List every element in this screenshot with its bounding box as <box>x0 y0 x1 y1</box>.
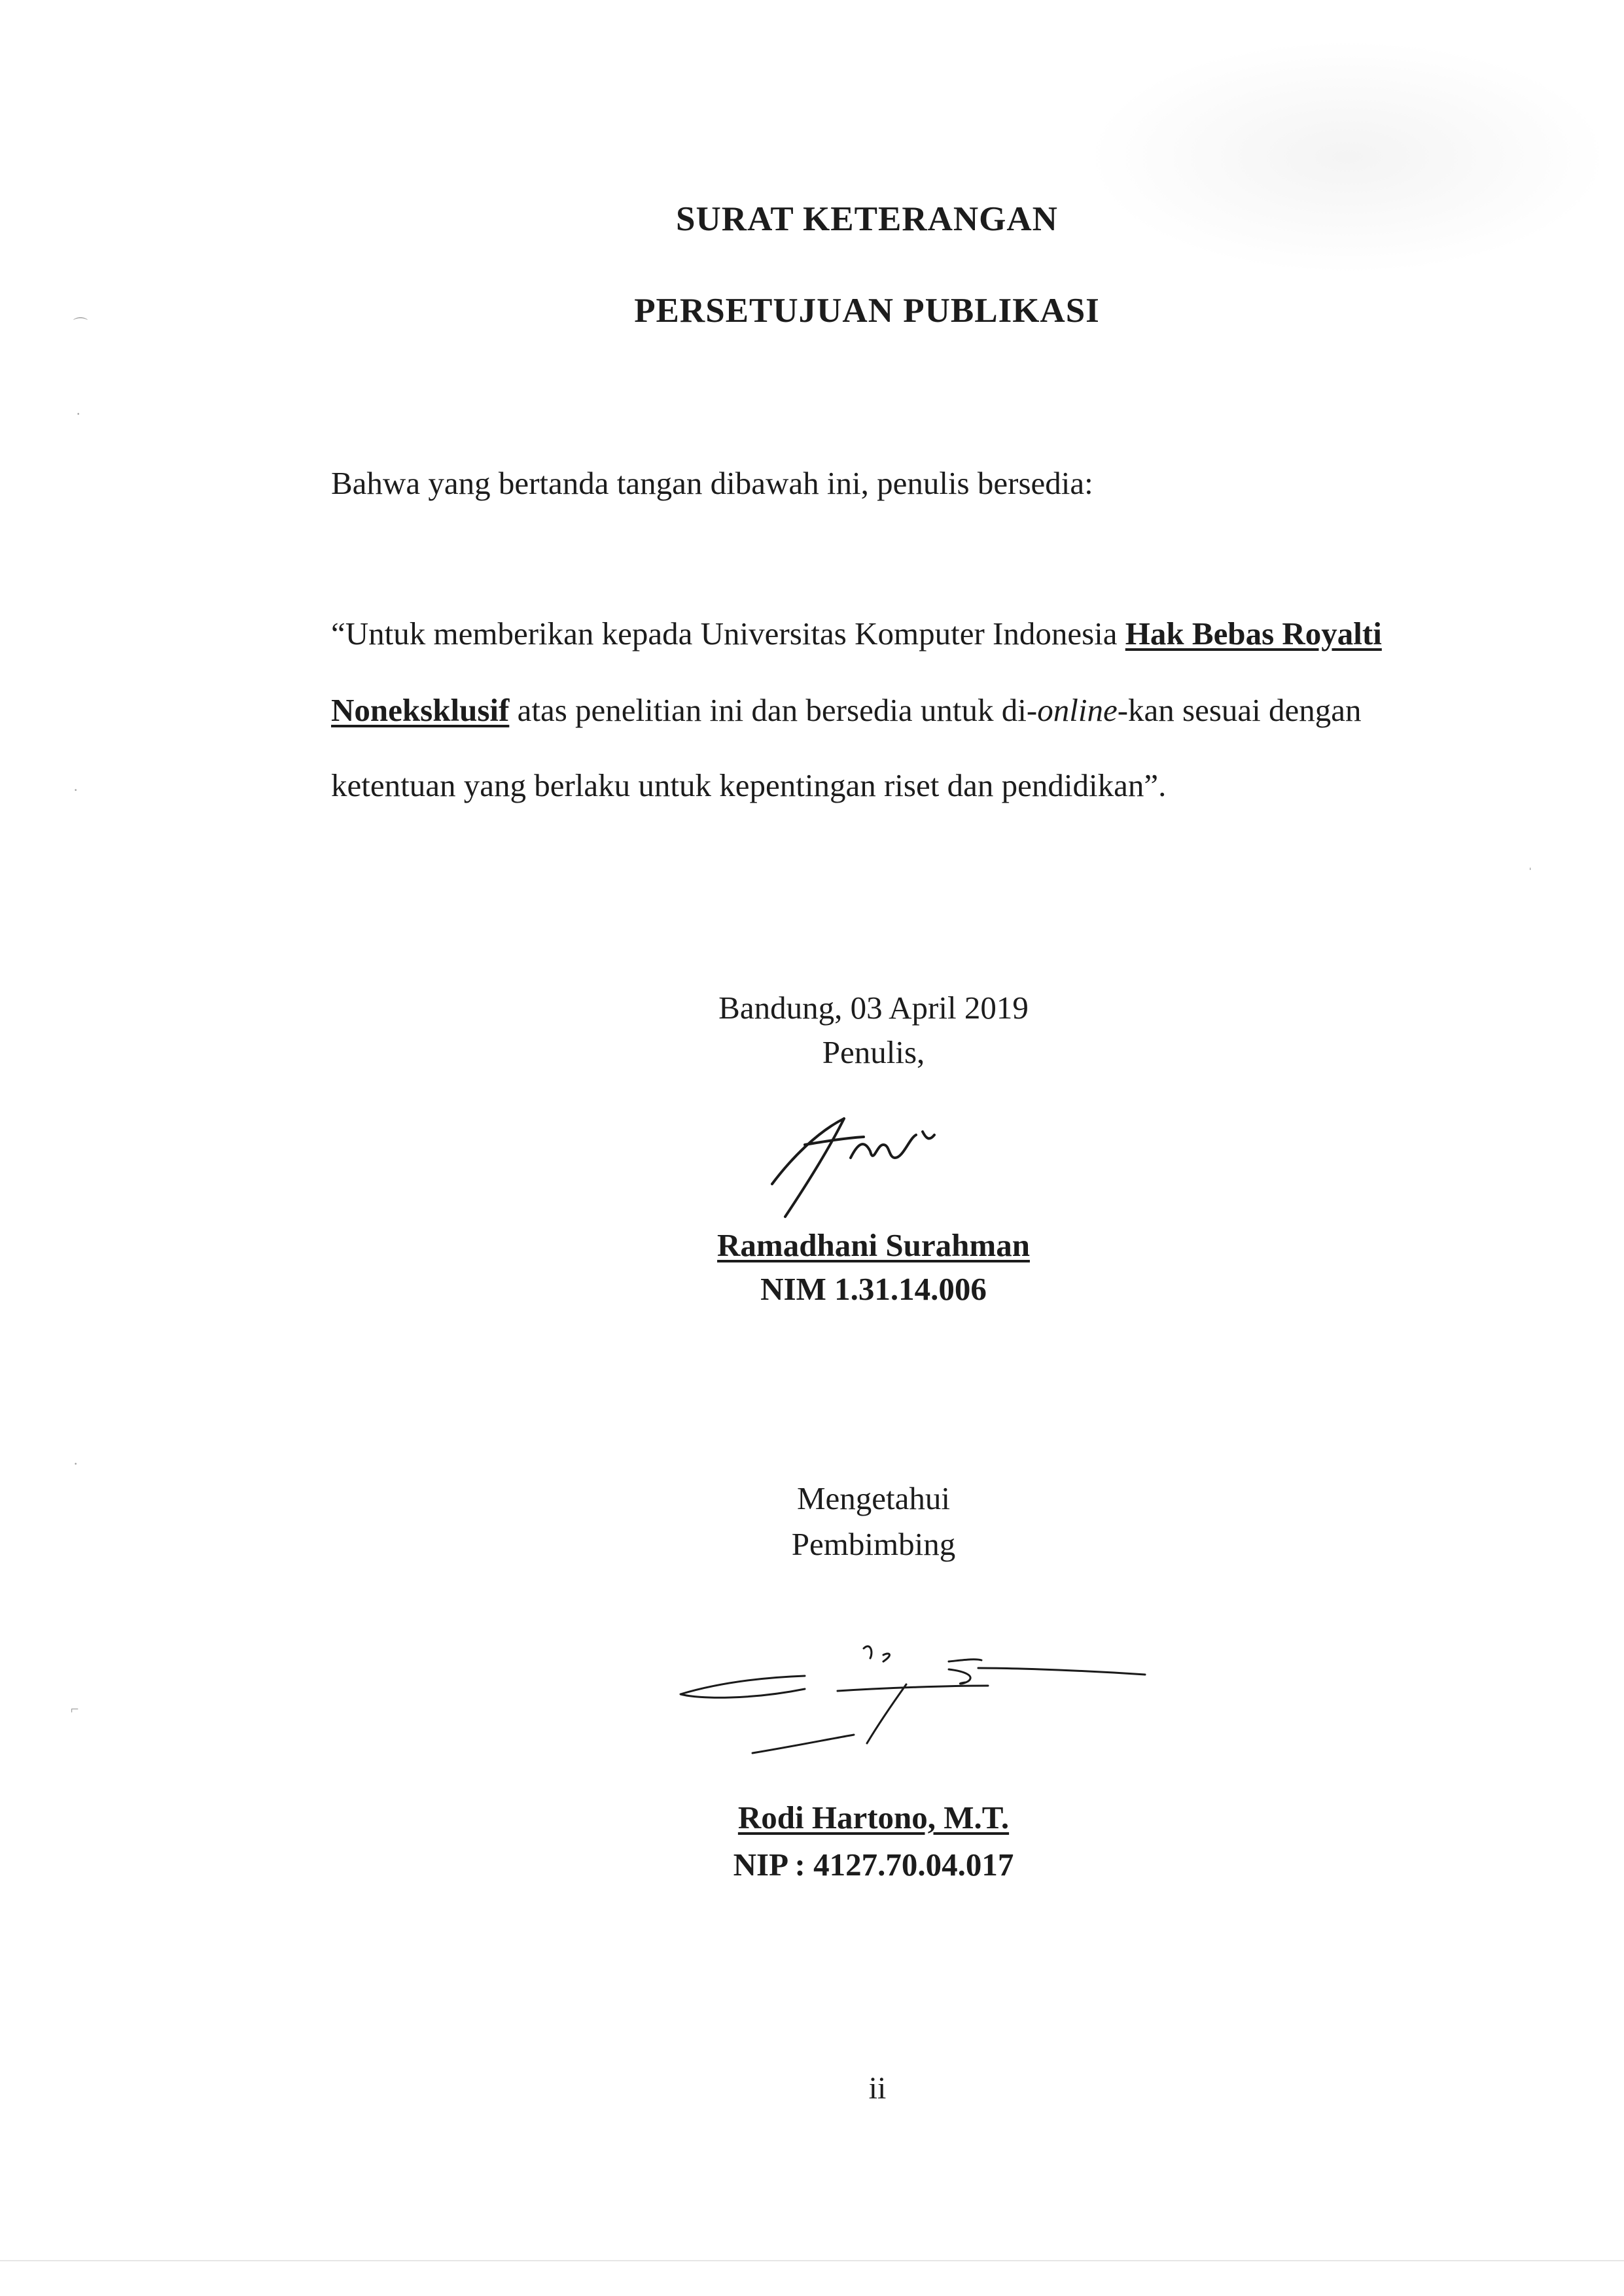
statement-line-1-text: “Untuk memberikan kepada Universitas Komputer Indonesia <box>331 616 1125 652</box>
scan-speck: ˌ <box>1528 854 1533 870</box>
supervisor-employee-id: NIP : 4127.70.04.017 <box>733 1847 1014 1883</box>
scan-edge-line <box>0 2260 1624 2261</box>
acknowledged-label: Mengetahui <box>796 1480 951 1516</box>
writer-name: Ramadhani Surahman <box>717 1227 1030 1263</box>
place-date: Bandung, 03 April 2019 <box>718 990 1029 1026</box>
supervisor-name: Rodi Hartono, M.T. <box>737 1800 1010 1835</box>
supervisor-signature-icon <box>674 1622 1152 1766</box>
non-exclusive-highlight: Noneksklusif <box>331 692 510 728</box>
scan-speck: · <box>76 406 81 422</box>
online-italic-term: online <box>1037 692 1118 728</box>
writer-signature-icon <box>766 1105 949 1223</box>
intro-paragraph: Bahwa yang bertanda tangan dibawah ini, penulis bersedia: <box>331 465 1093 501</box>
scan-speck: · <box>73 1455 79 1472</box>
statement-line-2 <box>331 691 1362 729</box>
statement-line-2-suffix: -kan sesuai dengan <box>1117 692 1362 728</box>
document-subtitle: PERSETUJUAN PUBLIKASI <box>634 292 1100 330</box>
statement-line-3: ketentuan yang berlaku untuk kepentingan riset dan pendidikan”. <box>331 767 1167 803</box>
statement-line-2-text: atas penelitian ini dan bersedia untuk di- <box>509 692 1038 728</box>
scan-speck: ⌐ <box>71 1701 79 1717</box>
writer-student-id: NIM 1.31.14.006 <box>760 1271 987 1307</box>
supervisor-role: Pembimbing <box>791 1526 956 1562</box>
page-number: ii <box>868 2071 887 2106</box>
writer-role: Penulis, <box>822 1034 925 1070</box>
scan-speck: ⌒ <box>73 317 88 333</box>
royalty-right-highlight: Hak Bebas Royalti <box>1125 616 1382 652</box>
statement-line-1 <box>331 615 1404 652</box>
scan-shadow <box>1086 39 1610 275</box>
scan-speck: · <box>73 782 79 798</box>
document-title: SURAT KETERANGAN <box>676 200 1058 238</box>
